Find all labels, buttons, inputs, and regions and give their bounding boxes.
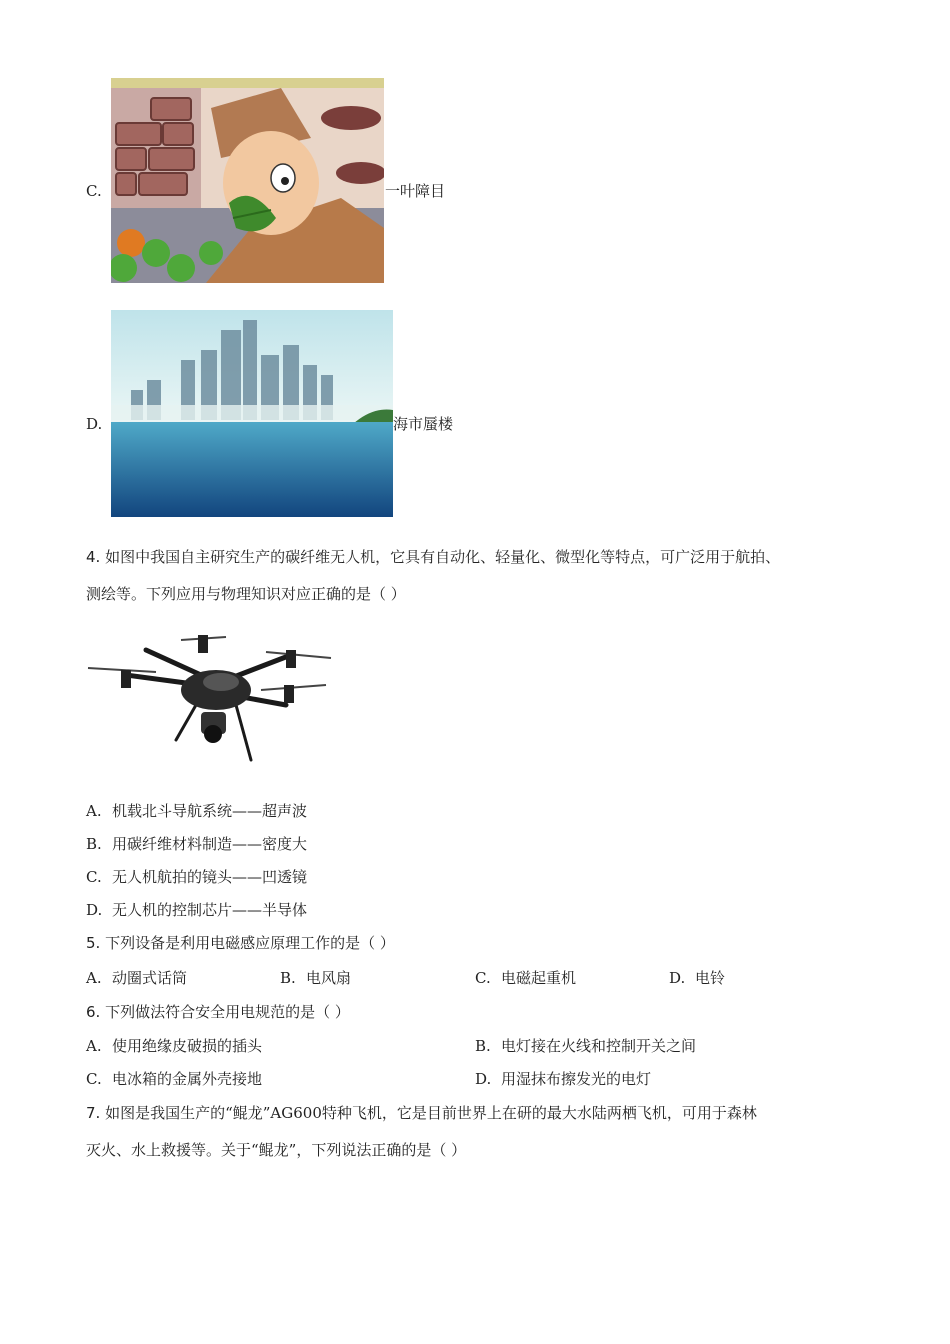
question-4-stem-line1	[86, 547, 780, 567]
question-4-option-c[interactable]: C. 无人机航拍的镜头——凹透镜	[86, 868, 308, 886]
question-4-option-b[interactable]: B. 用碳纤维材料制造——密度大	[86, 835, 308, 853]
question-4-stem-line2: 测绘等。下列应用与物理知识对应正确的是（ ）	[86, 585, 406, 603]
question-7-stem-line1: 7. 如图是我国生产的“鲲龙”AG600特种飞机，它是目前世界上在研的最大水陆两栖飞机，可用于森林	[86, 1104, 757, 1122]
question-5-number: 5.	[86, 934, 101, 952]
option-c-caption: 一叶障目	[385, 182, 446, 200]
question-6-option-a[interactable]: A. 使用绝缘皮破损的插头	[86, 1037, 263, 1055]
question-5-option-c[interactable]: C. 电磁起重机	[475, 969, 577, 987]
question-6-option-c[interactable]: C. 电冰箱的金属外壳接地	[86, 1070, 263, 1088]
leaf-over-eye-image	[111, 78, 384, 283]
question-6-option-d[interactable]: D. 用湿抹布擦发光的电灯	[475, 1070, 652, 1088]
question-7-stem-line2: 灭火、水上救援等。关于“鲲龙”，下列说法正确的是（ ）	[86, 1141, 467, 1159]
question-5-option-a[interactable]: A. 动圈式话筒	[86, 969, 188, 987]
question-4-stem-text: 如图中我国自主研究生产的碳纤维无人机，它具有自动化、轻量化、微型化等特点，可广泛用于航拍、	[105, 548, 781, 566]
option-c-letter: C.	[86, 182, 102, 200]
question-4-option-a[interactable]: A. 机载北斗导航系统——超声波	[86, 802, 308, 820]
question-6-number: 6.	[86, 1003, 101, 1021]
question-4-option-d[interactable]: D. 无人机的控制芯片——半导体	[86, 901, 308, 919]
question-5-option-d[interactable]: D. 电铃	[669, 969, 726, 987]
option-d-caption: 海市蜃楼	[393, 415, 454, 433]
quadcopter-drone-icon	[86, 630, 336, 765]
option-d-letter: D.	[86, 415, 103, 433]
question-6-stem: 6. 下列做法符合安全用电规范的是（ ）	[86, 1003, 350, 1021]
question-6-option-b[interactable]: B. 电灯接在火线和控制开关之间	[475, 1037, 697, 1055]
mirage-city-icon	[111, 310, 393, 517]
question-4-number: 4.	[86, 548, 101, 566]
mirage-image	[111, 310, 393, 517]
question-7-number: 7.	[86, 1104, 101, 1122]
man-covering-eye-with-leaf-icon	[111, 78, 384, 283]
question-5-stem: 5. 下列设备是利用电磁感应原理工作的是（ ）	[86, 934, 395, 952]
drone-image	[86, 630, 336, 765]
question-5-option-b[interactable]: B. 电风扇	[280, 969, 352, 987]
